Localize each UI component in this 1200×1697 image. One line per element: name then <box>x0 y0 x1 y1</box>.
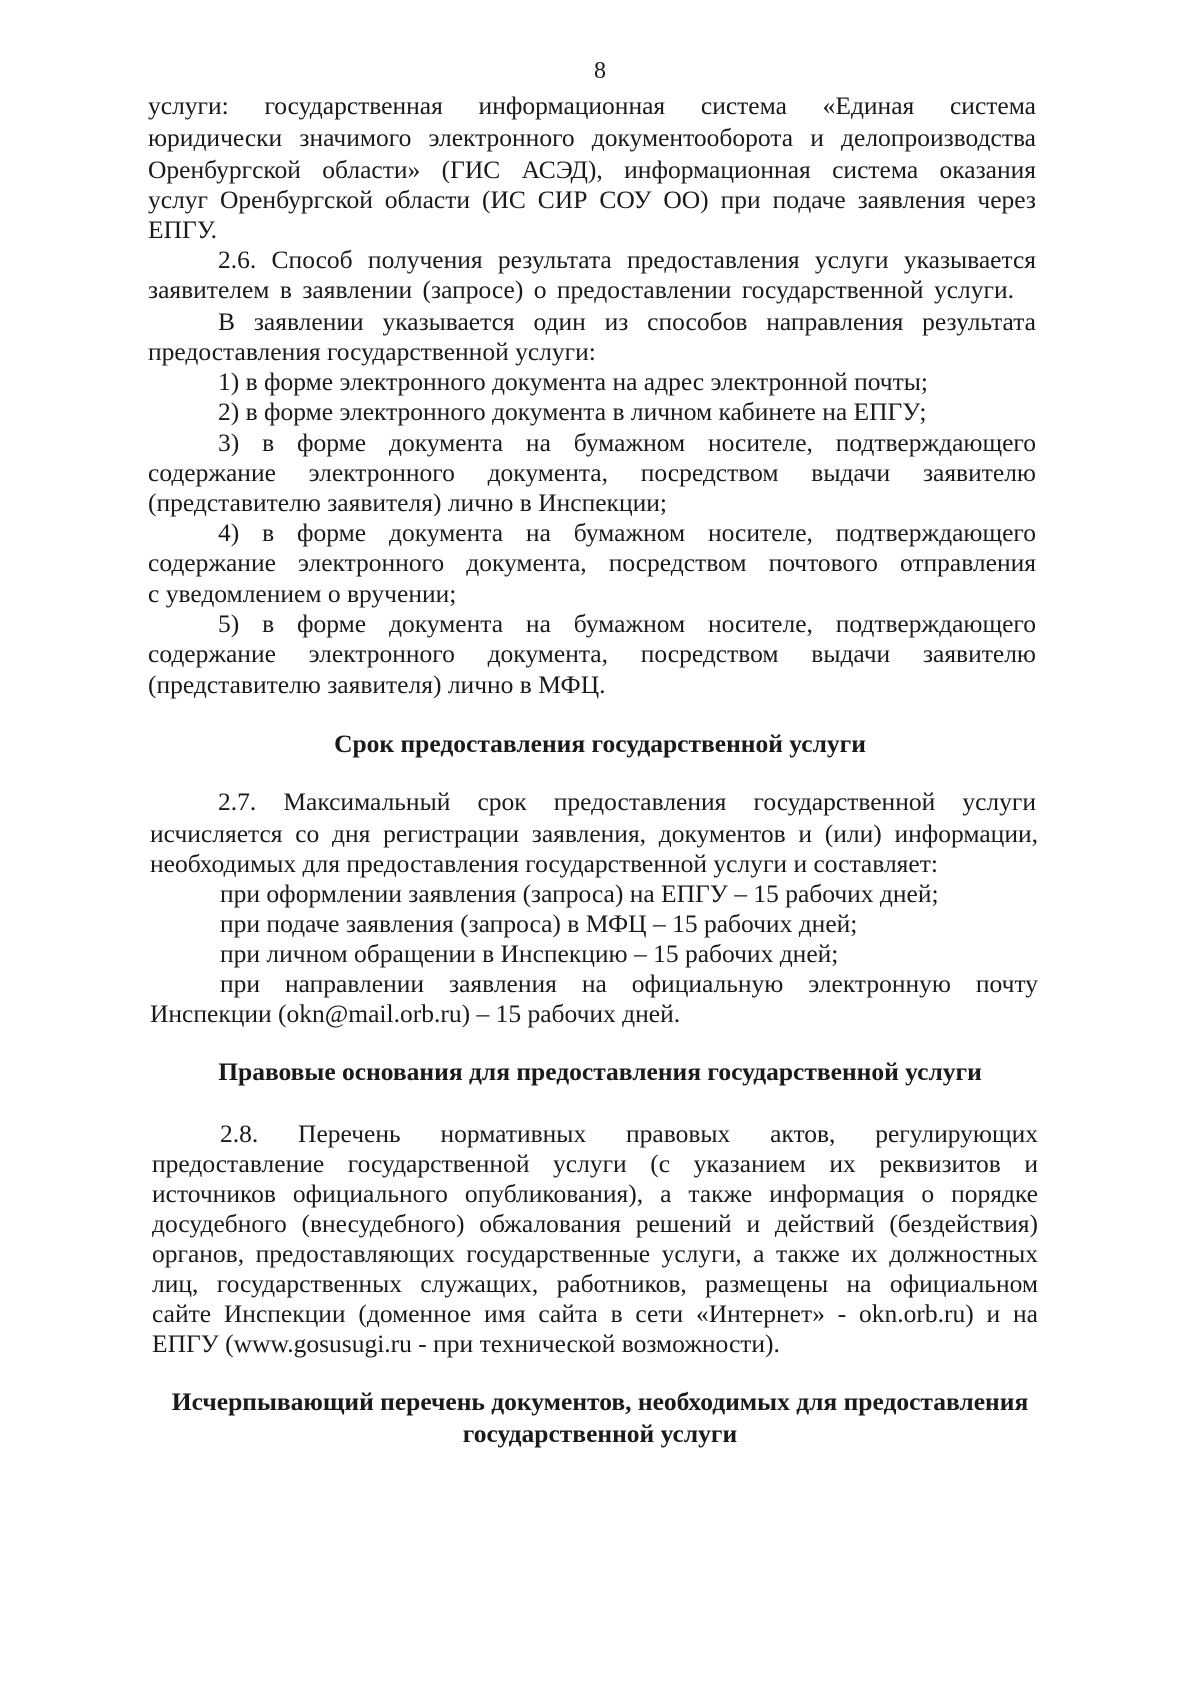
text-line: содержание электронного документа, посредством выдачи заявителю <box>148 639 1036 668</box>
text-line: 2.7. Максимальный срок предоставления государственной услуги <box>218 787 1036 816</box>
text-line: содержание электронного документа, посредством выдачи заявителю <box>148 458 1036 487</box>
section-heading-continued: государственной услуги <box>462 1419 738 1448</box>
text-line: при подаче заявления (запроса) в МФЦ – 15 рабочих дней; <box>220 909 858 938</box>
text-line: при личном обращении в Инспекцию – 15 рабочих дней; <box>220 939 839 968</box>
list-item: 1) в форме электронного документа на адрес электронной почты; <box>218 367 928 396</box>
text-line: источников официального опубликования), а также информация о порядке <box>152 1179 1038 1208</box>
text-line: ЕПГУ (www.gosusugi.ru - при технической возможности). <box>152 1329 780 1358</box>
list-item: 3) в форме документа на бумажном носителе, подтверждающего <box>218 428 1036 457</box>
text-line: 2.8. Перечень нормативных правовых актов, регулирующих <box>220 1119 1038 1148</box>
section-heading: Срок предоставления государственной услуги <box>334 729 866 758</box>
text-line: органов, предоставляющих государственные услуги, а также их должностных <box>152 1239 1038 1268</box>
text-line: юридически значимого электронного документооборота и делопроизводства <box>148 123 1036 152</box>
text-line: содержание электронного документа, посредством почтового отправления <box>148 548 1036 577</box>
page-number: 8 <box>594 58 606 84</box>
text-line: ЕПГУ. <box>148 215 218 244</box>
text-line: (представителю заявителя) лично в Инспекции; <box>148 488 667 517</box>
text-line: сайте Инспекции (доменное имя сайта в сети «Интернет» - okn.orb.ru) и на <box>152 1299 1038 1328</box>
section-heading: Правовые основания для предоставления государственной услуги <box>218 1057 982 1086</box>
text-line: (представителю заявителя) лично в МФЦ. <box>148 670 606 699</box>
list-item: 5) в форме документа на бумажном носителе, подтверждающего <box>218 609 1036 638</box>
text-line: необходимых для предоставления государственной услуги и составляет: <box>150 849 938 878</box>
text-line: заявителем в заявлении (запросе) о предоставлении государственной услуги. <box>148 275 1014 304</box>
text-line: услуг Оренбургской области (ИС СИР СОУ ОО) при подаче заявления через <box>148 185 1036 214</box>
text-line: досудебного (внесудебного) обжалования решений и действий (бездействия) <box>152 1209 1038 1238</box>
text-line: Оренбургской области» (ГИС АСЭД), информационная система оказания <box>148 155 1036 184</box>
section-heading: Исчерпывающий перечень документов, необходимых для предоставления <box>171 1387 1029 1416</box>
list-item: 4) в форме документа на бумажном носителе, подтверждающего <box>218 518 1036 547</box>
text-line: 2.6. Способ получения результата предоставления услуги указывается <box>218 245 1036 274</box>
list-item: 2) в форме электронного документа в личном кабинете на ЕПГУ; <box>218 397 927 426</box>
text-line: предоставления государственной услуги: <box>148 337 596 366</box>
text-line: В заявлении указывается один из способов направления результата <box>218 307 1036 336</box>
text-line: лиц, государственных служащих, работников, размещены на официальном <box>152 1269 1038 1298</box>
text-line: исчисляется со дня регистрации заявления, документов и (или) информации, <box>150 819 1038 848</box>
text-line: при направлении заявления на официальную электронную почту <box>220 969 1038 998</box>
text-line: предоставление государственной услуги (с указанием их реквизитов и <box>152 1149 1038 1178</box>
text-line: при оформлении заявления (запроса) на ЕПГУ – 15 рабочих дней; <box>220 879 939 908</box>
text-line: с уведомлением о вручении; <box>148 579 457 608</box>
text-line: услуги: государственная информационная система «Единая система <box>148 91 1036 120</box>
text-line: Инспекции (okn@mail.orb.ru) – 15 рабочих дней. <box>150 999 681 1028</box>
